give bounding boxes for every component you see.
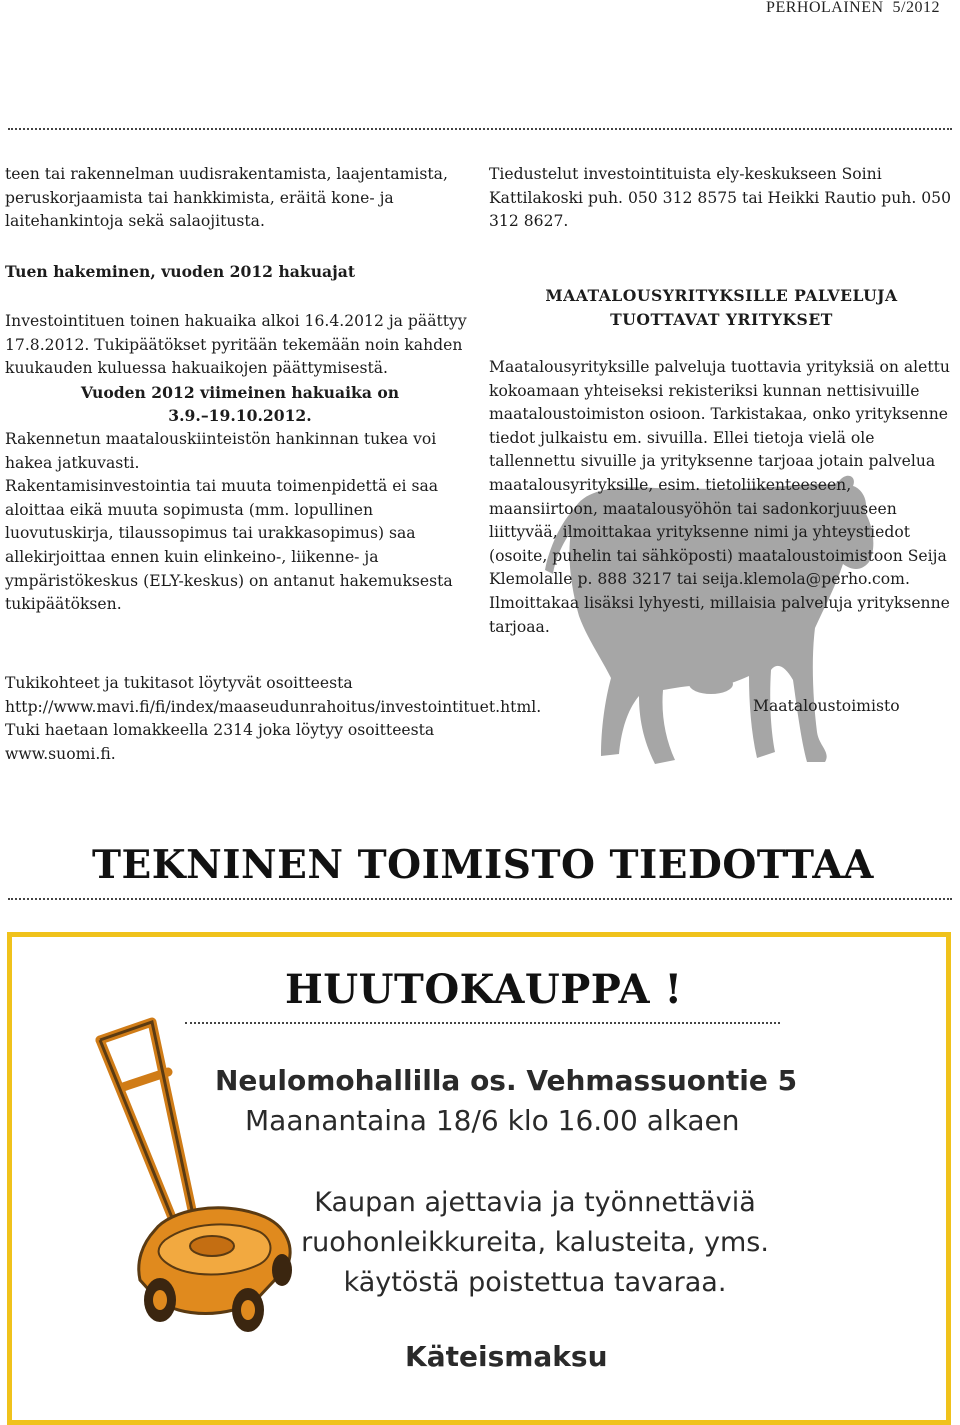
section-title-tekninen-toimisto: TEKNINEN TOIMISTO TIEDOTTAA [92, 842, 874, 888]
issue-number: 5/2012 [892, 0, 940, 16]
investment-rules-paragraph: Rakentamisinvestointia tai muuta toimenpidettä ei saa aloittaa eikä muuta sopimusta (mm. lopullinen luovutuskirja, tilaussopimus tai urakkasopimus) saa allekirjoittaa ennen kuin elinkeino-, liikenne- ja ympäristökeskus (ELY-keskus) on antanut hakemuksesta tukipäätöksen. [5, 477, 453, 614]
auction-location: Neulomohallilla os. Vehmassuontie 5 [215, 1064, 798, 1097]
services-body: Maatalousyrityksille palveluja tuottavia yrityksiä on alettu kokoamaan yhteiseksi rekisteriksi kunnan nettisivuille maataloustoimiston osioon. Tarkistakaa, onko yrityksenne tiedot julkaistu em. sivuilla. Ellei tietoja vielä ole tallennettu sivuille ja yrityksenne tarjoaa jotain palvelua maatalousyrityksille, esim. tietoliikenteeseen, maansiirtoon, maatalousyöhön tai sadonkorjuuseen liittyvää, ilmoittakaa yrityksenne nimi ja yhteystiedot (osoite, puhelin tai sähköposti) maataloustoimistoon Seija Klemolalle p. 888 3217 tai seija.klemola@perho.com. Ilmoittakaa lisäksi lyhyesti, millaisia palveluja yrityksenne tarjoaa. [489, 358, 950, 636]
top-divider [8, 128, 952, 130]
section-heading-tuen-hakeminen: Tuen hakeminen, vuoden 2012 hakuajat [5, 262, 356, 281]
auction-description: Kaupan ajettavia ja työnnettäviä ruohonleikkureita, kalusteita, yms. käytöstä poistettua tavaraa. [301, 1187, 769, 1298]
signature: Maataloustoimisto [753, 697, 900, 715]
section-divider [8, 898, 952, 900]
left-column [5, 163, 475, 234]
links-paragraph: Tukikohteet ja tukitasot löytyvät osoitteesta http://www.mavi.fi/fi/index/maaseudunrahoitus/investointituet.html. Tuki haetaan lomakkeella 2314 joka löytyy osoitteesta www.suomi.fi. [5, 674, 542, 763]
auction-time: Maanantaina 18/6 klo 16.00 alkaen [245, 1104, 740, 1137]
payment-method: Käteismaksu [405, 1340, 608, 1373]
services-heading: MAATALOUSYRITYKSILLE PALVELUJA TUOTTAVAT YRITYKSET [545, 286, 898, 329]
application-period-paragraph: Investointituen toinen hakuaika alkoi 16.4.2012 ja päättyy 17.8.2012. Tukipäätökset pyritään tekemään noin kahden kuukauden kuluessa hakuaikojen päättymisestä. Vuoden 2012 viimeinen hakuaika on 3.9.–19.10.2012. Rakennetun maatalouskiinteistön hankinnan tukea voi hakea jatkuvasti. Rakentamisinvestointia tai muuta toimenpidettä ei saa aloittaa eikä muuta sopimusta (mm. lopullinen luovutuskirja, tilaussopimus tai urakkasopimus) saa allekirjoittaa ennen kuin elinkeino-, liikenne- ja ympäristökeskus (ELY-keskus) on antanut hakemuksesta tukipäätöksen. [5, 310, 475, 617]
intro-paragraph: teen tai rakennelman uudisrakentamista, laajentamista, peruskorjaamista tai hankkimista, eräitä kone- ja laitehankintoja sekä salaojitusta. [5, 165, 448, 231]
lawn-mower-illustration [60, 1000, 300, 1340]
deadline-label: Vuoden 2012 viimeinen hakuaika on [80, 382, 400, 402]
contact-paragraph: Tiedustelut investointituista ely-keskukseen Soini Kattilakoski puh. 050 312 8575 tai Heikki Rautio puh. 050 312 8627. [489, 165, 951, 231]
page-header [766, 0, 940, 17]
auction-title: HUUTOKAUPPA ! [285, 966, 683, 1013]
publication-name: PERHOLAINEN [766, 0, 884, 16]
acquisition-paragraph: Rakennetun maatalouskiinteistön hankinnan tukea voi hakea jatkuvasti. [5, 429, 437, 472]
deadline-dates: 3.9.–19.10.2012. [168, 406, 312, 426]
